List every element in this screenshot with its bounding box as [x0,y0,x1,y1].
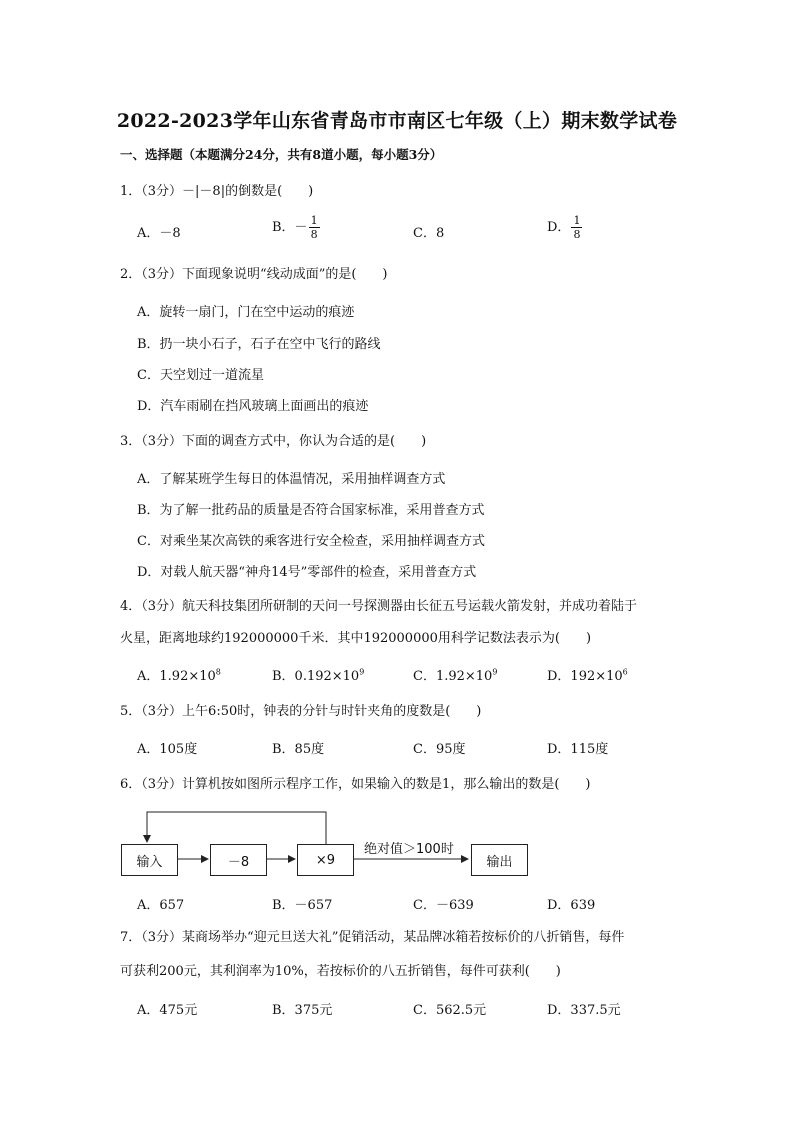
q1-option-b-label: B．－ [272,220,308,235]
q2-option-b: B．扔一块小石子，石子在空中飞行的路线 [137,337,381,352]
flow-condition-label: 绝对值＞100时 [364,842,454,857]
q4-option-d-exponent: 6 [622,667,628,677]
q6-option-d: D．639 [547,898,596,913]
flow-times-box: ×9 [297,844,354,876]
q4-option-a-base: A．1.92×10 [137,669,216,684]
q5-option-d: D．115度 [547,742,609,757]
q6-option-c: C．－639 [413,898,474,913]
q1-option-b-numerator: 1 [310,214,318,227]
q1-option-d-label: D． [547,220,571,235]
question-6-stem: 6．（3分）计算机按如图所示程序工作，如果输入的数是1，那么输出的数是( ) [120,777,591,792]
flow-output-box: 输出 [471,844,528,876]
q3-option-a: A．了解某班学生每日的体温情况，采用抽样调查方式 [137,472,446,487]
q1-option-a: A．－8 [137,226,181,241]
q4-option-b-base: B．0.192×10 [272,669,360,684]
q5-option-c: C．95度 [413,742,466,757]
question-4-stem-line2: 火星，距离地球约192000000千米．其中192000000用科学记数法表示为( ) [120,631,592,646]
q7-option-b: B．375元 [272,1003,333,1018]
question-7-stem-line2: 可获利200元，其利润率为10%，若按标价的八五折销售，每件可获利( ) [120,964,561,979]
question-1-stem: 1．（3分）－|－8|的倒数是( ) [120,184,314,199]
q1-option-c: C．8 [413,226,445,241]
question-7-stem-line1: 7．（3分）某商场举办“迎元旦送大礼”促销活动，某品牌冰箱若按标价的八折销售，每件 [120,930,625,945]
question-3-stem: 3．（3分）下面的调查方式中，你认为合适的是( ) [120,434,427,449]
q4-option-b-exponent: 9 [359,667,365,677]
q1-option-b-denominator: 8 [310,228,318,241]
exam-title: 2022-2023学年山东省青岛市市南区七年级（上）期末数学试卷 [116,110,678,132]
question-5-stem: 5．（3分）上午6:50时，钟表的分针与时针夹角的度数是( ) [120,704,482,719]
q3-option-c: C．对乘坐某次高铁的乘客进行安全检查，采用抽样调查方式 [137,534,485,549]
q4-option-c-exponent: 9 [492,667,498,677]
q5-option-a: A．105度 [137,742,198,757]
q7-option-c: C．562.5元 [413,1003,487,1018]
q7-option-a: A．475元 [137,1003,198,1018]
q6-option-a: A．657 [137,898,185,913]
q4-option-d-base: D．192×10 [547,669,623,684]
q2-option-a: A．旋转一扇门，门在空中运动的痕迹 [137,305,355,320]
q3-option-b: B．为了解一批药品的质量是否符合国家标准，采用普查方式 [137,503,485,518]
q3-option-d: D．对载人航天器“神舟14号”零部件的检查，采用普查方式 [137,565,477,580]
question-2-stem: 2．（3分）下面现象说明“线动成面”的是( ) [120,267,388,282]
q7-option-d: D．337.5元 [547,1003,621,1018]
question-4-stem-line1: 4．（3分）航天科技集团所研制的天问一号探测器由长征五号运载火箭发射，并成功着陆于 [120,599,638,614]
flow-minus-box: －8 [210,844,267,876]
q1-option-d-numerator: 1 [573,214,581,227]
q6-option-b: B．－657 [272,898,333,913]
q2-option-c: C．天空划过一道流星 [137,368,264,383]
q4-option-c-base: C．1.92×10 [413,669,493,684]
q5-option-b: B．85度 [272,742,325,757]
flow-input-box: 输入 [121,844,178,876]
q4-option-a-exponent: 8 [215,667,221,677]
section-heading: 一、选择题（本题满分24分，共有8道小题，每小题3分） [120,147,443,162]
q1-option-d-denominator: 8 [573,228,581,241]
q2-option-d: D．汽车雨刷在挡风玻璃上面画出的痕迹 [137,399,369,414]
